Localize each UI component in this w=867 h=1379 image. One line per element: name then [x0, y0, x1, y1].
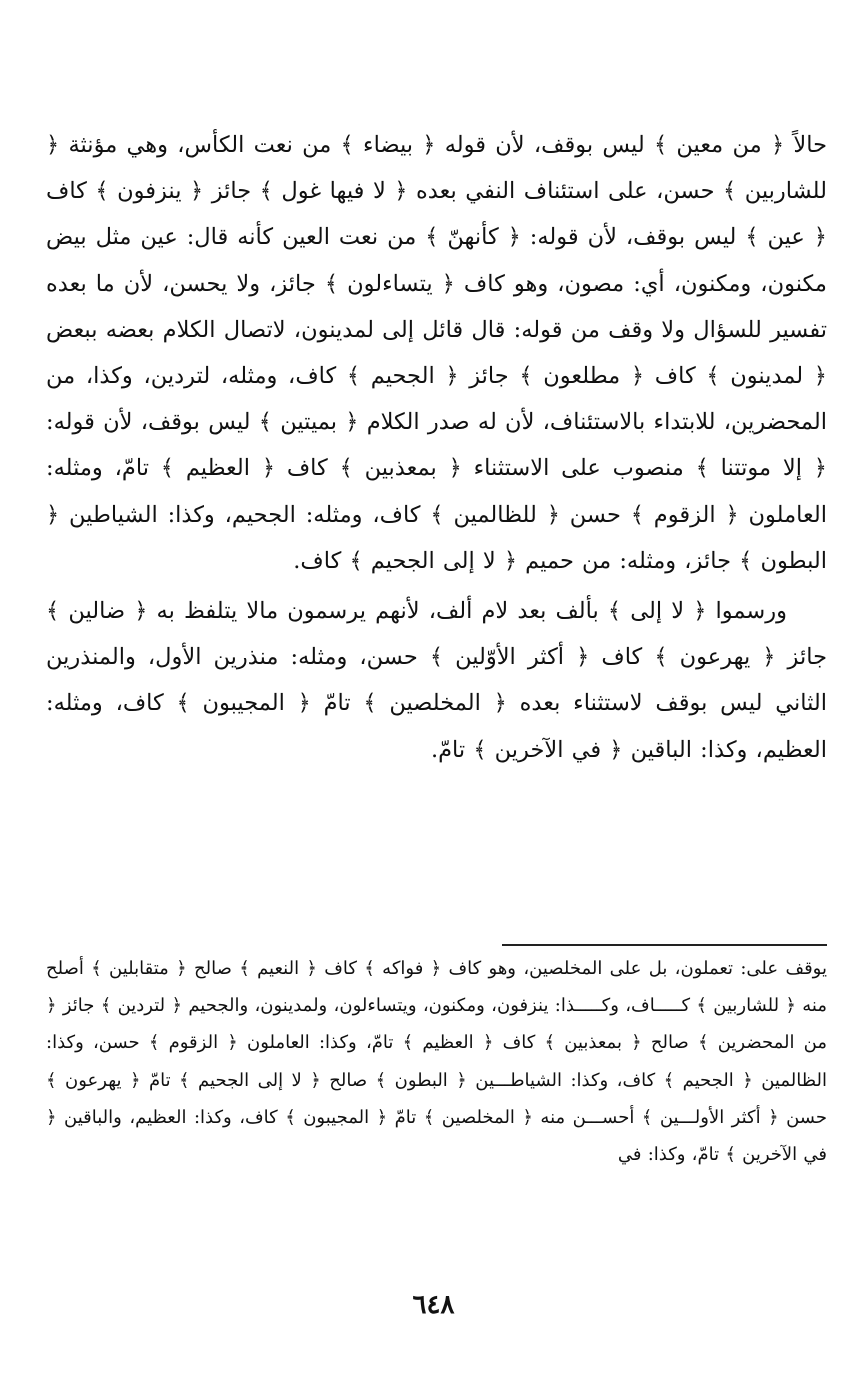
paragraph-2: ورسموا ﴿ لا إلى ﴾ بألف بعد لام ألف، لأنهم يرسمون مالا يتلفظ به ﴿ ضالين ﴾ جائز ﴿ يهرعون ﴾ كاف ﴿ أكثر الأوّلين ﴾ حسن، ومثله: منذرين الأول، والمنذرين الثاني ليس بوقف لاستثناء بعده ﴿ المخلصين ﴾ تامّ ﴿ المجيبون ﴾ كاف، ومثله: العظيم، وكذا: الباقين ﴿ في الآخرين ﴾ تامّ. [46, 598, 827, 763]
footnote-separator [502, 944, 827, 946]
footnote-text: يوقف على: تعملون، بل على المخلصين، وهو كاف ﴿ فواكه ﴾ كاف ﴿ النعيم ﴾ صالح ﴿ متقابلين ﴾ أصلح منه ﴿ للشاربين ﴾ كـــــاف، وكـــــذا: ينزفون، ومكنون، ويتساءلون، ولمدينون، والجحيم ﴿ لتردين ﴾ جائز ﴿ من المحضرين ﴾ صالح ﴿ بمعذبين ﴾ كاف ﴿ العظيم ﴾ تامّ، وكذا: العاملون ﴿ الزقوم ﴾ حسن، وكذا: الظالمين ﴿ الجحيم ﴾ كاف، وكذا: الشياطـــين ﴿ البطون ﴾ صالح ﴿ لا إلى الجحيم ﴾ تامّ ﴿ يهرعون ﴾ حسن ﴿ أكثر الأولـــين ﴾ أحســـن منه ﴿ المخلصين ﴾ تامّ ﴿ المجيبون ﴾ كاف، وكذا: العظيم، والباقين ﴿ في الآخرين ﴾ تامّ، وكذا: في [46, 958, 827, 1166]
page-number: ٦٤٨ [412, 1290, 455, 1320]
footnote [46, 950, 827, 1173]
main-text [46, 122, 827, 773]
paragraph-1: حالاً ﴿ من معين ﴾ ليس بوقف، لأن قوله ﴿ بيضاء ﴾ من نعت الكأس، وهي مؤنثة ﴿ للشاربين ﴾ حسن، على استئناف النفي بعده ﴿ لا فيها غول ﴾ جائز ﴿ ينزفون ﴾ كاف ﴿ عين ﴾ ليس بوقف، لأن قوله: ﴿ كأنهنّ ﴾ من نعت العين كأنه قال: عين مثل بيض مكنون، ومكنون، أي: مصون، وهو كاف ﴿ يتساءلون ﴾ جائز، ولا يحسن، لأن ما بعده تفسير للسؤال ولا وقف من قوله: قال قائل إلى لمدينون، لاتصال الكلام بعضه ببعض ﴿ لمدينون ﴾ كاف ﴿ مطلعون ﴾ جائز ﴿ الجحيم ﴾ كاف، ومثله، لتردين، وكذا، من المحضرين، للابتداء بالاستئناف، لأن له صدر الكلام ﴿ بميتين ﴾ ليس بوقف، لأن قوله: ﴿ إلا موتتنا ﴾ منصوب على الاستثناء ﴿ بمعذبين ﴾ كاف ﴿ العظيم ﴾ تامّ، ومثله: العاملون ﴿ الزقوم ﴾ حسن ﴿ للظالمين ﴾ كاف، ومثله: الجحيم، وكذا: الشياطين ﴿ البطون ﴾ جائز، ومثله: من حميم ﴿ لا إلى الجحيم ﴾ كاف. [46, 132, 827, 574]
